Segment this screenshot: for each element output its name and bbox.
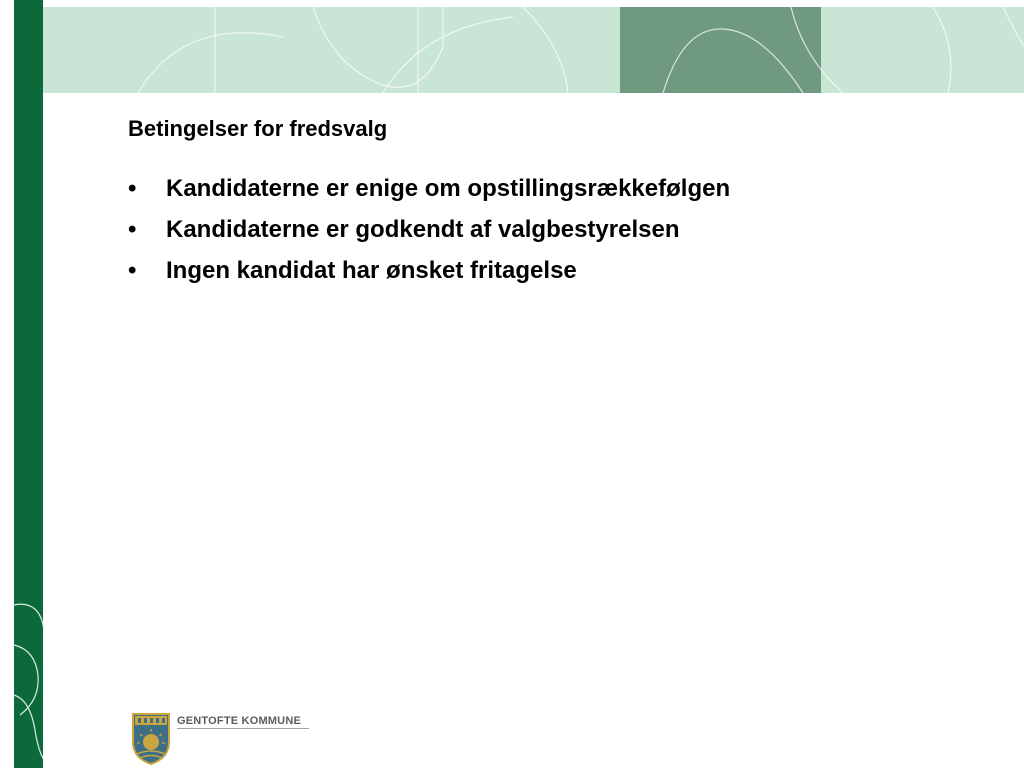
slide-title: Betingelser for fredsvalg bbox=[128, 116, 388, 141]
logo-underline bbox=[177, 728, 309, 729]
header-decorative-arcs bbox=[43, 7, 1024, 93]
bullet-icon: • bbox=[128, 257, 137, 284]
side-decorative-arcs bbox=[0, 600, 60, 768]
bullet-text: Ingen kandidat har ønsket fritagelse bbox=[166, 257, 577, 284]
bullet-icon: • bbox=[128, 216, 137, 243]
bullet-text: Kandidaterne er enige om opstillingsrækkefølgen bbox=[166, 175, 731, 202]
bullet-icon: • bbox=[128, 175, 137, 202]
municipality-logo bbox=[131, 712, 351, 768]
municipal-coat-of-arms-icon bbox=[131, 712, 171, 766]
logo-text: GENTOFTE KOMMUNE bbox=[177, 715, 301, 727]
bullet-text: Kandidaterne er godkendt af valgbestyrelsen bbox=[166, 216, 680, 243]
